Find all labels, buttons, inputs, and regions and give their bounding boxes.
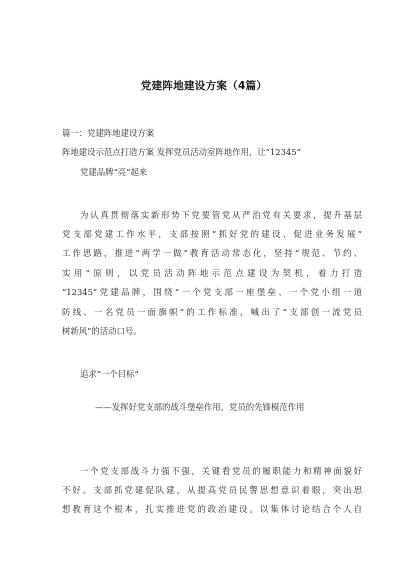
document-title: 党建阵地建设方案（4篇） [140,80,268,92]
paragraph-line: “12345”党建品牌，围绕“一个党支部一座堡垒、一个党小组一道 [62,287,362,297]
paragraph-line: 想教育这个根本，扎实推进党的政治建设。以集体讨论结合个人自 [62,504,362,514]
paragraph-line: 为认真贯彻落实新形势下党要管党从严治党有关要求，提升基层 [80,210,362,220]
paragraph-line: 实用”原则，以党员活动阵地示范点建设为契机，着力打造 [62,268,362,278]
subheading: 追求“一个目标” [80,369,139,379]
intro-line: 阵地建设示范点打造方案 发挥党员活动室阵地作用，让“12345” [62,147,301,157]
intro-line: 党建品牌“亮”起来 [80,167,148,177]
paragraph-line: 工作思路，推进“两学一做”教育活动常态化，坚持“规范、节约、 [62,248,362,258]
subheading-note: ——发挥好党支部的战斗堡垒作用，党员的先锋模范作用 [95,402,305,412]
paragraph-line: 一个党支部战斗力强不强，关键看党员的履职能力和精神面貌好 [80,466,362,476]
paragraph-line: 树新风”的活动口号。 [62,326,142,336]
section-heading: 篇一：党建阵地建设方案 [62,128,155,138]
paragraph-line: 不好。支部抓党建促队建，从提高党员民警思想意识着眼，突出思 [62,485,362,495]
paragraph-line: 防线、一名党员一面旗帜”的工作标准，喊出了“支部创一流党员 [62,307,362,317]
paragraph-line: 党支部党建工作水平，支部按照“抓好党的建设、促进业务发展” [62,229,362,239]
